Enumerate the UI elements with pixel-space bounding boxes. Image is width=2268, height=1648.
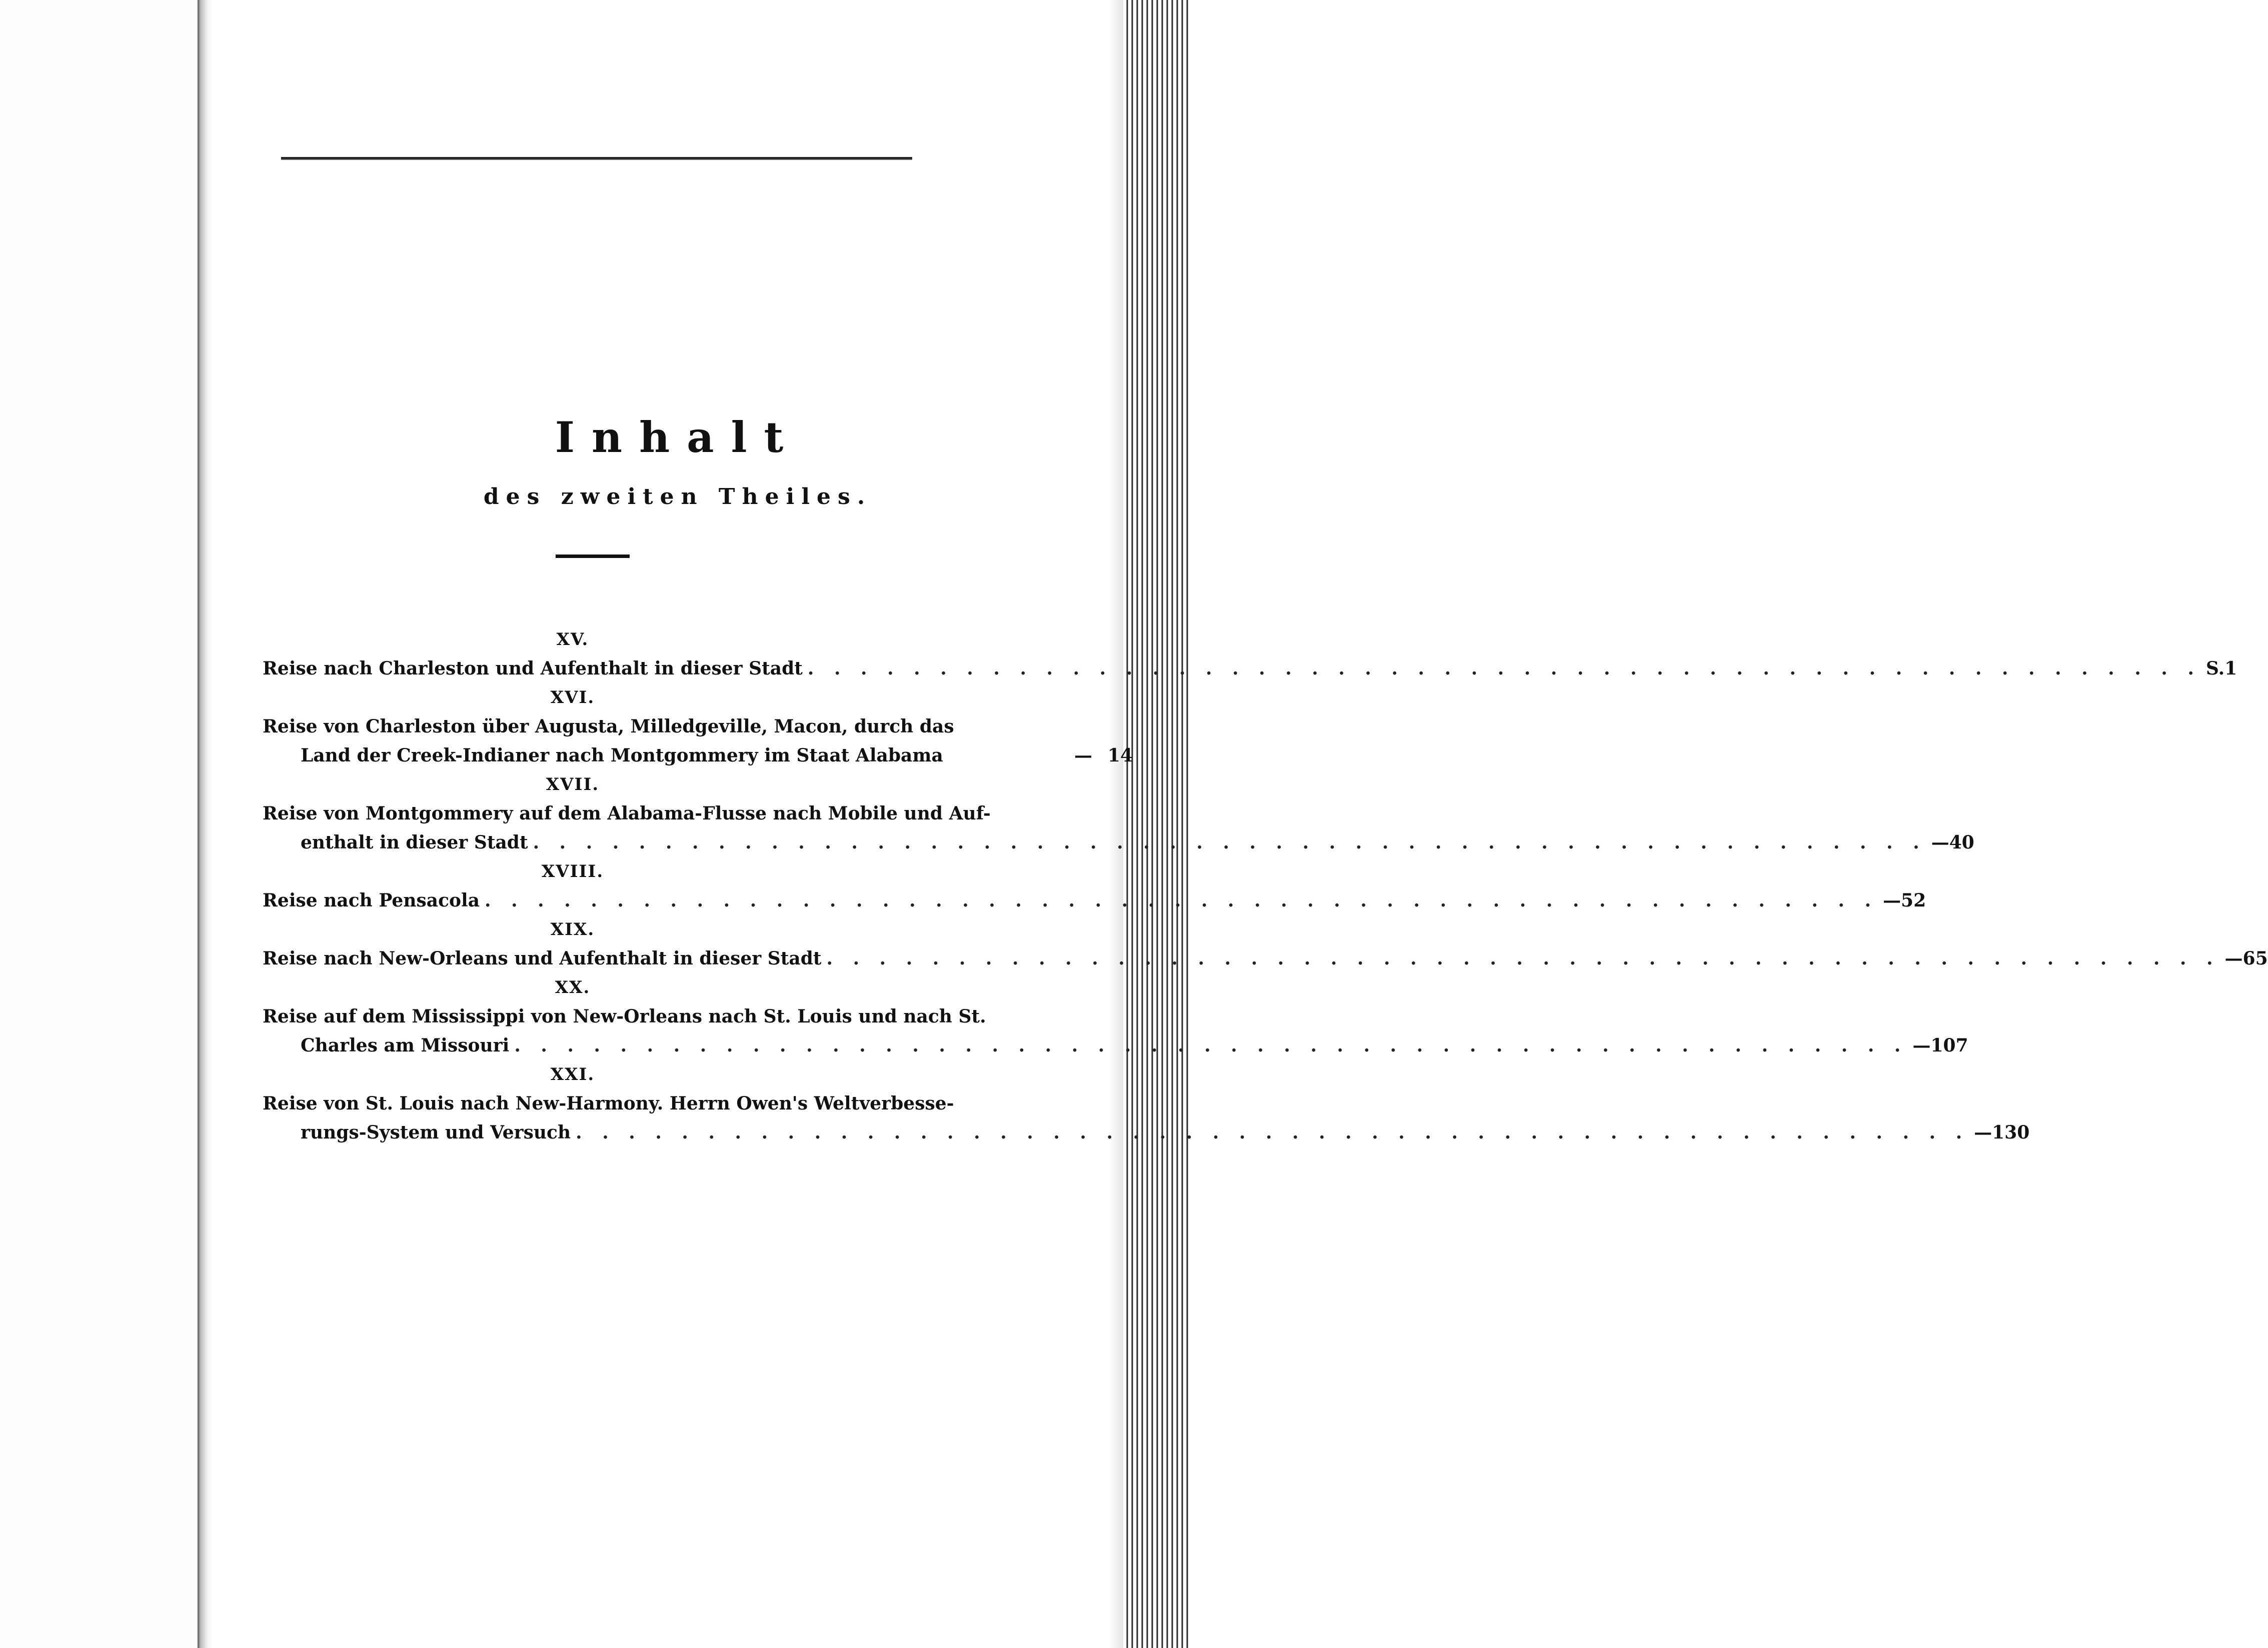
page-number: 65 [2242,948,2268,969]
section-numeral: XVII. [546,774,600,794]
page-prefix: — [2224,948,2243,969]
toc-section-xv [263,625,2237,683]
page-number: 52 [1901,890,1926,911]
section-numeral: XX. [555,978,591,998]
toc-entry [263,741,1133,770]
section-numeral: XVIII. [541,862,604,882]
page-number: 107 [1930,1035,1968,1056]
leader-dots: . . . . . . . . . . . . . . . . . . . . . . . . . . . . . . . . . . . . . . . . . . . . . . . . . . . . . [533,832,1926,853]
page-subtitle: des zweiten Theiles. [483,484,872,510]
toc-entry [263,654,2237,683]
title-divider [556,554,630,558]
toc-entry [263,944,2268,973]
left-page-edge [0,0,202,1648]
entry-text: enthalt in dieser Stadt [301,832,528,853]
leader-dots: . . . . . . . . . . . . . . . . . . . . . . . . . . . . . . . . . . . . . . . . . . . . . . . . . . . . . [576,1122,1969,1143]
toc-section-xx [263,973,1968,1060]
page-prefix: — [1912,1035,1931,1056]
leader-dots: . . . . . . . . . . . . . . . . . . . . . . . . . . . . . . . . . . . . . . . . . . . . . . . . . . . . . [807,658,2201,679]
page-number: 130 [1992,1122,2030,1143]
entry-text: Reise nach Pensacola [263,890,480,911]
section-numeral: XIX. [550,920,595,940]
section-numeral: XV. [556,630,589,650]
toc-entry-line [263,799,1133,828]
page-number: 40 [1949,832,1974,853]
entry-text: Reise nach Charleston und Aufenthalt in dieser Stadt [263,658,803,679]
page-prefix: — [1074,745,1092,766]
page-edges [1123,0,1188,1648]
section-numeral: XVI. [550,688,595,708]
entry-text: rungs-System und Versuch [301,1122,571,1143]
book-page [213,0,2268,1648]
toc-section-xxi [263,1060,2030,1147]
toc-entry [263,1031,1968,1060]
entry-text: Reise von Charleston über Augusta, Milledgeville, Macon, durch das [263,716,954,737]
toc-section-xviii [263,857,1926,915]
page-prefix: — [1931,832,1949,853]
toc-entry-line [263,1089,1133,1118]
leader-dots: . . . . . . . . . . . . . . . . . . . . . . . . . . . . . . . . . . . . . . . . . . . . . . . . . . . . . [514,1035,1908,1056]
entry-text: Land der Creek-Indianer nach Montgommery im Staat Alabama [301,745,943,766]
entry-text: Reise von Montgommery auf dem Alabama-Flusse nach Mobile und Auf- [263,803,991,824]
entry-text: Reise auf dem Mississippi von New-Orleans nach St. Louis und nach St. [263,1006,986,1027]
top-rule [281,157,912,160]
toc-section-xvii [263,770,1974,857]
entry-text: Charles am Missouri [301,1035,510,1056]
page-number: 1 [2224,658,2237,679]
page-title: Inhalt [555,412,801,462]
entry-text: Reise von St. Louis nach New-Harmony. Herrn Owen's Weltverbesse- [263,1093,954,1114]
leader-dots: . . . . . . . . . . . . . . . . . . . . . . . . . . . . . . . . . . . . . . . . . . . . . . . . . . . . . [826,948,2220,969]
toc-entry [263,886,1926,915]
page-prefix: — [1883,890,1901,911]
page-prefix: S. [2205,658,2225,679]
toc-entry [263,828,1974,857]
leader-dots: . . . . . . . . . . . . . . . . . . . . . . . . . . . . . . . . . . . . . . . . . . . . . . . . . . . . . [485,890,1878,911]
toc-section-xvi [263,683,1133,770]
table-of-contents [263,625,2268,1147]
section-numeral: XXI. [550,1064,595,1084]
toc-entry [263,1118,2030,1147]
toc-section-xix [263,915,2268,973]
page-prefix: — [1974,1122,1992,1143]
toc-entry-line [263,712,1133,741]
entry-text: Reise nach New-Orleans und Aufenthalt in dieser Stadt [263,948,822,969]
toc-entry-line [263,1002,1133,1031]
book-gutter [198,0,213,1648]
page-number: 14 [1107,745,1133,766]
